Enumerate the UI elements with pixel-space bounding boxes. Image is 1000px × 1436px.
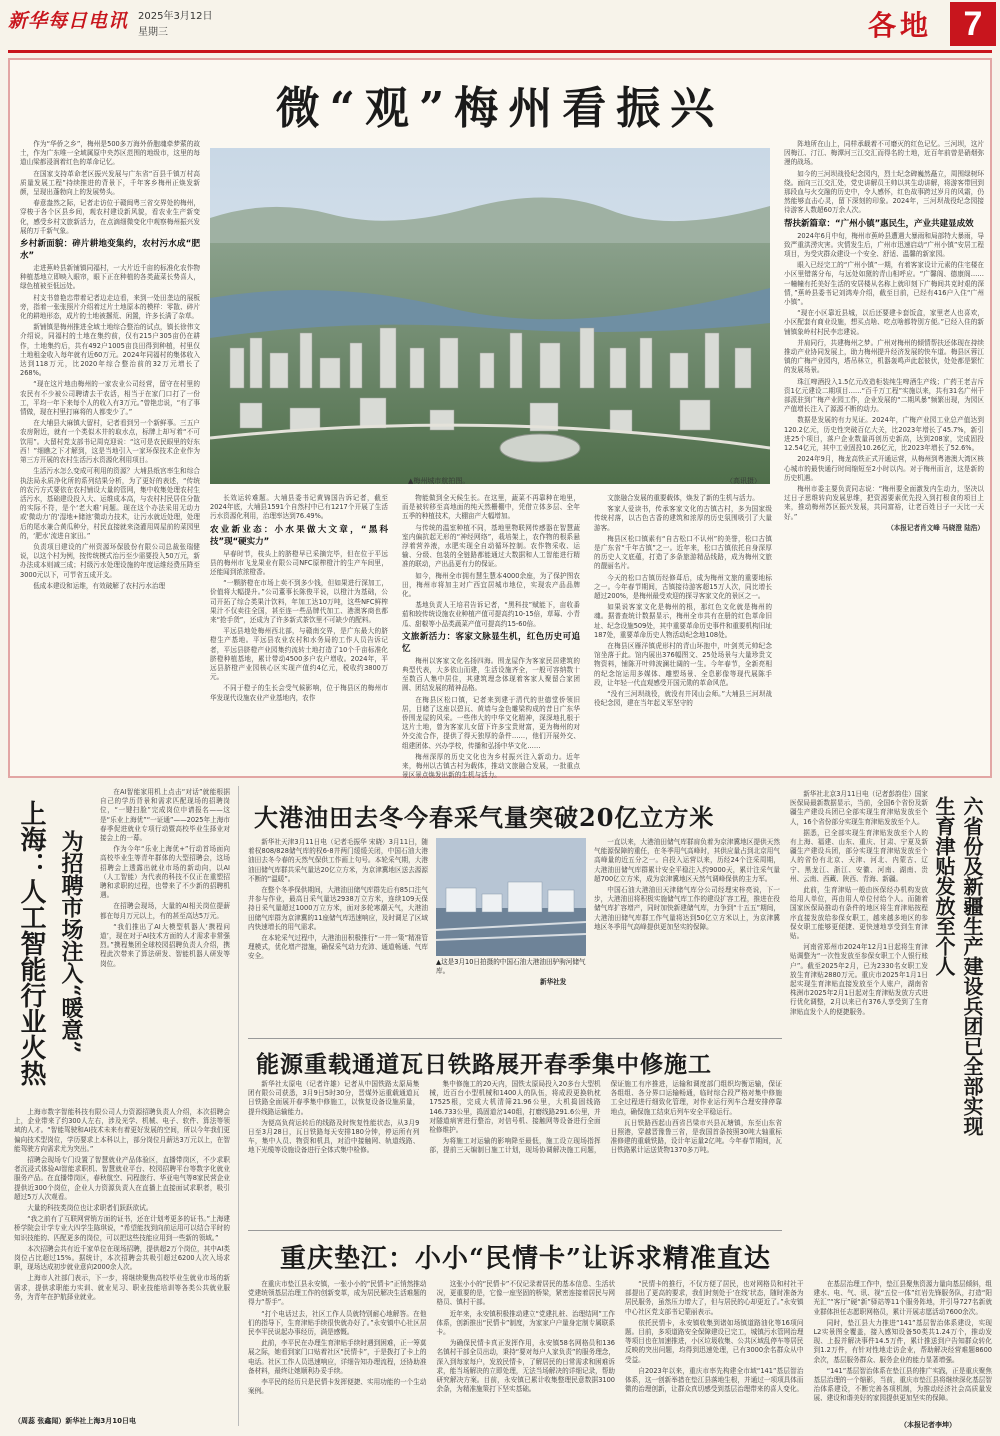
article-paragraph: 在大埔县大麻镇大留村，记者看到另一个新鲜事。三五户农房附近，就有一个类似木井的取水点，标牌上却写着“不可饮用”。大留村党支部书记周克迎说：“这可是农民眼里的好东西！”细瞧之下才解到，这是当地引入一家环保技术企业作为第三方开展的农村生活污水资源化利用项目。 [20, 419, 200, 465]
article-paragraph: 走进蕉岭县新铺镇同福村，一大片近千亩的标准化农作物种植基地立即映入眼帘，眼下正在种植的各类蔬菜长势喜人，绿色植被至低远处。 [20, 264, 200, 291]
shanghai-paras-a [100, 788, 230, 969]
article-paragraph: 低成本建设和运维，有效破解了农村污水治理 [33, 581, 166, 590]
masthead [0, 0, 1000, 50]
rail-headline: 能源重载通道瓦日铁路展开春季集中修施工 [256, 1051, 712, 1078]
article-paragraph: 基地负责人王培君告诉记者，“黑科技”赋能下，亩收番茄和较传统设施农业种植产值可提高约10-15倍，草莓、小青瓜、甜椒等小品类蔬菜产值可提高约15-60倍。 [402, 601, 580, 628]
story-divider-1 [248, 1038, 782, 1039]
brief-headline: 六省份及新疆生产建设兵团已全部实现生育津贴发放至个人 [932, 796, 984, 1136]
article-paragraph: 梅县区松口镇素有“自古松口不认州”的美誉，松口古镇是广东省“千年古镇”之一。近年来，松口古镇依托自身深厚的历史人文底蕴，打造了多条旅游精品线路，成为梅州文旅的靓丽名片。 [594, 534, 772, 571]
article-paragraph: 这张小小的“民情卡”不仅记录着居民的基本信息、生活状况，更重要的是，它像一座坚固的桥梁，紧密连接着居民与网格员、镇村干部。 [436, 1280, 615, 1307]
article-paragraph: 李平民的经历只是民情卡发挥便捷、实用功能的一个生动案例。 [248, 1378, 427, 1396]
article-paragraph: 梅州深厚的历史文化也为乡村振兴注入新动力。近年来，梅州以古镇古村为载体，推动文旅融合发展，一批重点景区景点焕发出新的生机与活力。 [402, 752, 580, 780]
feature-subhead-1: 乡村新面貌：碎片耕地变集约，农村污水成“肥水” [20, 239, 200, 262]
col1b-paras [20, 264, 200, 591]
article-paragraph: 为将施工对运输的影响降至最低，施工设立现场指挥部，提前三天编制日施工计划，现场协调解决施工问题，保证施工有序推进，运输和调度部门组织均衡运输，保证各组组、各分界口运输畅通，临时综合段严格对集中修施工全过程进行细致化管理，对作业运行列车合理安排停靠地点，确保施工结束后列车安全平稳运行。 [429, 1080, 782, 1155]
feature-photo [210, 148, 770, 484]
article-paragraph: 在重庆市垫江县永安镇，一张小小的“民情卡”正悄然推动党建统领基层治理工作的创新变革，成为居民解决生活难题的得力“帮手”。 [248, 1280, 427, 1307]
article-paragraph: 招聘会现场专门设置了智慧就业产品体验区，直播带岗区，不少求职者沉浸式体验AI智能求职机、智慧就业平台、校园招聘平台等数字化就业服务产品。在直播带岗区，春秋航空、同程旅行、华亚电气等8家民营企业提供近300个岗位，企业人力资源负责人在直播上直接面试求职者，吸引超过5万人次观看。 [14, 1156, 230, 1201]
article-paragraph: 河南省郑州市2024年12月1日起将生育津贴调整为“一次性发放至参保女职工个人银行账户”。截至2025年2月，已为2330名女职工发放生育津贴2880万元。重庆市2025年1月1日起实现生育津贴直接发放至个人账户，湖南省株洲市2025年2月1日起对生育津贴发放方式进行优化调整，2月以来已有376人享受到了生育津贴直发个人的便捷服务。 [790, 943, 928, 1016]
feature-byline: （本报记者肖文峰 马晓澄 陆浩） [887, 523, 984, 532]
article-paragraph: 早春时节，枝头上的脐橙早已采摘完毕，但在位于平远县的梅州市飞龙果业有限公司NFC原榨橙汁的生产车间里，还能闻到浓浓橙香。 [210, 549, 388, 577]
chongqing-body [248, 1280, 992, 1418]
article-paragraph: 梅州市委主要负责同志说：“梅州要全面激发内生动力，坚决以过日子思维转向发展思维，把资源要素优先投入到打根食的项目上来，推动梅州苏区振兴发展，共同富裕，让老百姓日子一天比一天好。” [784, 484, 984, 521]
article-paragraph: 与传统的温室种植不同，基地里物联网传感器在智慧蔬室内偏抗起无形的“神经网络”，栽培架上，农作物的根系悬浮着营养液，水肥实现全自动循环控制。农作物采收、运输、分级、包装的全链路都能通过大数据和人工智能进行精准的联动，产出品更有力的保证。 [402, 523, 580, 569]
article-paragraph: “141”基层智治体系在垫江县的推广实践，正是重庆聚焦基层治理的一个缩影，当前，重庆市垫江县将继续深化基层智治体系建设，不断完善各项机制，为推动经济社会高质量发展、建设和谐美好的家园提供更加坚实的保障。 [813, 1366, 992, 1403]
article-paragraph: 新华社太原电（记者许雄）记者从中国铁路太原局集团有限公司获悉，3月9日5时30分，晋煤外运重载通道瓦日铁路全面展开春季集中修施工，以恢复设备设施质量，提升线路运输能力。 [248, 1080, 420, 1116]
chongqing-byline: （本报记者李坤） [900, 1421, 956, 1429]
article-paragraph: 上海市人社部门表示，下一步，将继续聚焦高校毕业生就业市场的新需求，提供求职能力实训、就业见习、职业技能培训等各类公共就业服务，为青年在护航择业就业。 [14, 1274, 230, 1301]
article-paragraph: 数据是发展的有力见证。2024年，广梅产业园工业总产值达到120.2亿元，历史性突破百亿大关，比2023年增长了45.7%，新引进25个项目，落户企业数量再创历史新高，达到208家，完成固投12.54亿元，其中工业固投10.26亿元，比2023年增长了52.6%。 [784, 416, 984, 453]
article-paragraph: 物能做到全天候生长。在这里，蔬菜不再靠种在地里，而是被转移至高地面的纯天然栅棚中，凭借立体多层、全年五季的种植技术，大棚亩产大幅增加。 [402, 494, 580, 521]
article-paragraph: 集中修施工的20天内，国铁太原局投入20多台大型机械，近百台小型机械和1400人的队伍，将成段更换轨枕17525根，完成大机清筛21.96公里，大机捣固线路146.733公里，捣固道岔140组，打磨线路291.6公里，并对隧道病害进行整治，对信号机、接触网等设备进行全面检修维护。 [429, 1080, 601, 1135]
feature-column-3 [402, 494, 580, 780]
col3-paras [402, 494, 580, 629]
issue-weekday: 星期三 [138, 27, 168, 38]
article-paragraph: “没有三河坝战役，就没有井冈山会师。”大埔县三河坝战役纪念园，建在当年起义军坚守的 [594, 690, 772, 708]
oil-column-b [594, 838, 780, 1034]
article-paragraph: 新华社北京3月11日电（记者彭韵佳）国家医保局最新数据显示，当前，全国6个省份及新疆生产建设兵团已全部实现生育津贴发放至个人，16个省份部分实现生育津贴发放至个人。 [790, 790, 928, 826]
oil-photo-credit: 新华社发 [540, 978, 567, 986]
article-paragraph: 珠江啤酒投入1.5亿元改造柜装纯生啤酒生产线；广药王老吉斥资1亿元建设二期项目……“百千万工程”实施以来，共有31名广州干部派驻到广梅产业园工作，企业发展的“二期风暴”频繁出现，为园区产值增长注入了源源不断的动力。 [784, 377, 984, 414]
article-paragraph: 在基层治理工作中，垫江县聚焦资源力量向基层倾斜，组建水、电、气、讯、视“五位一体”红岩先锋服务队，打造“阳光汇”“客厅”硬“新”驿站等11个服务阵地，并引导727名新就业群体担任志愿职网格员，累计开展志愿活动7600余次。 [813, 1280, 992, 1316]
newspaper-logo: 新华每日电讯 [8, 10, 129, 32]
col2-paras [210, 494, 388, 522]
article-paragraph: 上海市数字智能科技有限公司人力资源招聘负责人介绍，本次招聘会上，企业带来了约300人左右，涉及光学、机械、电子、软件、算法等领域的人才。“智能驾驶和AI技术未来有着更好发展的空间，所以今年我们更偏向技术型岗位，学历要求上本科以上，部分岗位月薪达3万元以上，在智能驾驶方向需求尤为突出。” [14, 1108, 230, 1153]
article-paragraph: 近年来，永安镇积极推动建立“党建扎桩、治理结网”工作体系，创新推出“民情卡”制度，为家家户户量身定制专属联系卡。 [436, 1309, 615, 1337]
article-paragraph: 本次招聘会共有近千家单位在现场招聘，提供超2万个岗位，其中AI类岗位占比超过15%。据统计，本次招聘会共吸引超过6200人次入场求职，现场达成初步就业意向2000余人次。 [14, 1244, 230, 1272]
article-paragraph: 依托民情卡，永安镇收集到诸如场镇道路油化等16项问题。目前，多项道路安全保障建设已完工，城镇污水管网治理等项目也在加速推进，小区垃圾收集、公共区域乱停车等居民反映的突出问题，均得到迅速处理，已有3000余名群众从中受益。 [625, 1318, 804, 1364]
shanghai-column-b [14, 1108, 230, 1412]
col5-paras [784, 140, 984, 216]
masthead-rule [8, 50, 992, 53]
article-paragraph: 如今，梅州全市拥有慧生慧本4000余座，为了保护图农田，梅州市将加主对广西宜居城市地位，实现农产品品牌化。 [402, 571, 580, 599]
chongqing-headline: 重庆垫江：小小“民情卡”让诉求精准直达 [280, 1244, 771, 1274]
oil-paras-b [594, 838, 780, 932]
article-paragraph: “我们推出了AI大模型机器人‘携程问道’，现在对于AI技术方面的人才需求非常强烈。”携程集团全球校园招聘负责人介绍，携程此次带来了算法研发、智能机器人研发等岗位。 [100, 922, 230, 968]
article-paragraph: 在AI智能家用机上点击“对话”就能根据自己的学历背景和需求匹配现场的招聘岗位，“一键扫脸”完成岗位申请报名——这是“乐业上海优”“一证通”——2025年上海市春季促进就业专项行动暨高校毕业生择业对接会上的一幕。 [100, 788, 230, 843]
feature-subhead-2: 农业新业态：小水果做大文章，“黑科技”现“硬实力” [210, 524, 388, 547]
article-paragraph: 作为“华侨之乡”，梅州是500多万海外侨胞魂牵梦萦的故土，作为广东唯一全域属原中央苏区范围的地级市，这里的每道山梁都浸润着红色的革命记忆。 [20, 140, 200, 167]
col5b-paras [784, 232, 984, 522]
article-paragraph: 梅州以客家文化名扬四海。围龙屋作为客家民居建筑的典型代表，大多依山而建，生活设施齐全，一般可容纳数十至数百人集中居住，其建筑理念体现着客家人聚留合家团圆、团结发展的精神品格。 [402, 656, 580, 693]
article-paragraph: 负责项目建设的广州资源环保股份有限公司总裁张瑞健说，以这个村为例，按传统模式治污至少需要投入50万元，新办法成本则减三成；村级污水处理设施的年度运维经费压降至3000元以下，可节省五成开支。 [20, 542, 200, 579]
article-paragraph: 如今的三河坝战役纪念园内，烈士纪念碑巍然矗立，周围绿树环绕。面向三江交汇处，党史讲解员王帅以其生动讲解，将游客带回到那段血与火交融的历史中，令人感怀，红色故事跨过岁月的风霜，仍然能够直击心灵，留下深刻的印象。2024年，三河坝战役纪念园接待游客人数超60万余人次。 [784, 169, 984, 215]
feature-headline: 微“观”梅州看振兴 [275, 83, 725, 134]
col3b-paras [402, 657, 580, 781]
shanghai-subheadline: 为招聘市场注入“暖意” [58, 830, 84, 1054]
article-paragraph: 大量的科技类岗位也让求职者们跃跃欲试。 [27, 1204, 153, 1213]
article-paragraph: “民情卡的推行，不仅方便了居民，也对网格员和村社干部提出了更高的要求，我们时刻处于‘在线’状态，随时准备为居民服务，虽然压力增大了，但与居民的心却更近了。”永安镇中心社区党支部书记蒙丽表示。 [625, 1280, 804, 1316]
shanghai-column-a [100, 788, 230, 1103]
col1-paras [20, 140, 200, 236]
shanghai-byline: （周蕊 张鑫闻）新华社上海3月10日电 [14, 1417, 137, 1425]
article-paragraph: 客家人爱读书，传承客家文化的古镇古村，多为国家级传统村落，以古色古香的建筑和浓厚的历史氛围吸引了大量游客。 [594, 505, 772, 532]
article-paragraph: 文旅融合发展的重要载体，焕发了新的生机与活力。 [607, 494, 759, 502]
article-paragraph: “现在小区靠近县城，以后还要建卡套饭盒，家里老人也喜欢，小区配套有商业设施，想买点啥、吃点啥都特别方便。”已经入住的新铺镇象岭村村民李忠建说。 [784, 309, 984, 336]
oil-headline: 大港油田去冬今春采气量突破20亿立方米 [254, 803, 715, 832]
article-paragraph: 2024年6月中旬，梅州市蕉岭县遭遇大暴雨和局部特大暴雨，导致严重洪涝灾害。灾情发生后，广州市迅速启动“广州小镇”安居工程项目，为受灾群众建设一个安全、舒适、温馨的新家园。 [784, 231, 984, 259]
feature-column-1 [20, 140, 200, 772]
article-paragraph: 此前，生育津贴一般由医保经办机构发放给用人单位，再由用人单位付给个人。而随着国家医保局推动有条件的地区将生育津贴按程序直接发放给参保女职工，越来越多地区的参保女职工能够更便捷、更快速地享受到生育津贴。 [790, 886, 928, 941]
article-paragraph: 在本轮采气过程中，大港油田积极推行“一井一策”精准管理模式，优化增产措施，确保采气动力充沛、通道畅通、气库安全。 [248, 934, 428, 961]
article-paragraph: “现在这片地由梅州的一家农业公司经营，留守在村里的农民有不少被公司聘请去干农活，相当于在家门口打了一份工，平均一年下来每个人的收入有3万元。”曾艳忠说，“有了事情做，现在村里打麻将的人都变少了。” [20, 380, 200, 417]
article-paragraph: 同时，垫江县大力推进“141”基层智治体系建设，实现L2实景图全覆盖，接入感知设备50类共1.24万个，推动发现、上报并解决事件14.5万件，累计推送到户告知群众转化到1.2万件，有针对性地走访企业，帮助解决经营难题8600余次，基层服务群众、服务企业的能力显著增强。 [813, 1318, 992, 1364]
article-paragraph: 在整个冬季保供期间，大港油田储气库群先后有85口注气井参与作业，最高日采气量达2938万立方米，连续109天保持日采气量超过1000万立方米，面对多轮寒潮天气，大港油田储气库群为京津冀的11座储气库迅速响应，及时调足了区域内快速增长的用气需求。 [248, 886, 428, 931]
oil-paras-a [248, 838, 428, 962]
chongqing-paras [248, 1280, 992, 1404]
article-paragraph: 村支书曾艳忠带着记者边走边看，来到一处田垄边的展板旁，指着一张张照片介绍着过片土地原本的模样：零散、碎片化的耕地形态，成片的土地被撂荒、闲置，许多长满了杂草。 [20, 293, 200, 321]
article-paragraph: “一颗脐橙在市场上卖不到多少钱，但如果进行深加工，价值将大幅提升。”公司董事长陈俊平说，以橙汁为基础，公司开拓了综合类果汁饮料，年加工达10万吨，这些NFC鲜榨果汁不仅卖往全国，甚至连一些品牌代加工、港澳客商也都来“抢手货”，还成为了许多新式茶饮里不可缺少的配料。 [210, 579, 388, 625]
article-paragraph: 在招聘会现场，大量的AI相关岗位提薪都在每月万元以上，有的甚至高达5万元。 [100, 902, 230, 920]
feature-photo-credit: （高讯摄） [726, 477, 761, 485]
feature-photo-caption: ▲梅州城市航拍图。 [408, 477, 470, 485]
brief-column-a [790, 790, 928, 1136]
article-paragraph: 在梅县区雁洋镇虎形村的青山环抱中，叶剑英元帅纪念馆坐落于此。馆内展出376幅图文、25处场景与大量珍贵文物资料，铺陈开叶帅波澜壮阔的一生。今年春节，全新亮相的纪念馆运用多媒体、雕塑场景、全息影像等现代展陈手段，让年轻一代直观感受开国元勋的革命风范。 [594, 642, 772, 687]
issue-date: 2025年3月12日 [138, 11, 213, 22]
article-paragraph: 春意盎然之际，记者走访位于赣闽粤三省交界处的梅州，穿梭于各个区县乡间，观农村建设新风貌，看农业生产新变化，感受乡村文旅新活力，在点滴细微变化中观察梅州振兴发展的万千新气象。 [20, 199, 200, 235]
article-paragraph: 眼入已经完工的“广州小镇”一期，有着客家设计元素的住宅楼在小区里错落分布，与远处如黛的青山相呼应。“广馨阁、德康阁……一幢幢有托美好生活的安居楼从名称上就印刻下广梅间共克时艰的深情，”蕉岭县委书记刘鸿寿介绍，截至目前，已经有416户入住“广州小镇”。 [784, 261, 984, 307]
article-paragraph: 在梅县区松口镇，记者来到建于清代的世德堂侨领旧居，目睹了这座以碧瓦、黄墙与金色雕梁构成的昔日广东华侨围龙屋的风采。一些伟大的中华文化精神，深深地扎根于这片土地，曾为客家儿女留下许多宝贵财富，更为梅州的对外交流合作，提供了得天独厚的条件……，他们开展外交、组建团体、兴办学校，传播和弘扬中华文化…… [402, 695, 580, 750]
shanghai-headline: 上海：人工智能行业火热 [16, 800, 46, 1086]
article-paragraph: 自2023年以来，重庆市率先构建全市域“141”基层智治体系，这一创新举措在垫江县落地生根，并通过一项项具体而微的治理创新，让群众真切感受到基层治理带来的喜人变化。 [625, 1366, 804, 1394]
col2b-paras [210, 550, 388, 703]
oil-photo [436, 838, 586, 956]
story-divider-2 [248, 1230, 782, 1231]
oil-column-a [248, 838, 428, 1034]
gas-storage-image [436, 838, 586, 956]
article-paragraph: “打个电话过去，社区工作人员就特别耐心地解答。在他们的指导下，生育津贴手续很快就办好了。”永安镇中心社区居民李平民说起办事经历，满是感慨。 [248, 1309, 427, 1337]
rail-paras [248, 1080, 782, 1157]
article-paragraph: 据悉，已全部实现生育津贴发放至个人的有上海、福建、山东、重庆、甘肃、宁夏及新疆生产建设兵团，部分实现生育津贴发放至个人的省份有北京、天津、河北、内蒙古、辽宁、黑龙江、浙江、安徽、河南、湖南、贵州、云南、西藏、陕西、青海、新疆。 [790, 828, 928, 883]
article-paragraph: 中国石油大港油田天津储气库分公司经理宋梓亮说，下一步，大港油田将积极实施储气库工作的建设扩容工程，推进在役储气库扩容增产，同时加快新建储气库，力争到“十五五”期间，大港油田储气库群工作气量将达到50亿立方米以上，为京津冀地区冬季用气高峰提供更加坚实的保障。 [594, 886, 780, 931]
rail-body [248, 1080, 782, 1226]
oil-photo-caption: ▲这是3月10日拍摄的中国石油大港油田驴驹河储气库。 [436, 958, 586, 975]
article-paragraph: 今天的松口古镇历经修葺后，成为梅州文旅的重要地标之一。今年春节期间，古镇接待游客超15万人次，同比增长超过200%，是梅州最受欢迎的探寻客家文化的景区之一。 [594, 573, 772, 601]
article-paragraph: 在国家支持革命老区振兴发展与广东省“百县千镇万村高质量发展工程”持续推进的背景下，千年客乡梅州正焕发新颜，呈现出蓬勃向上的发展势头。 [20, 169, 200, 197]
article-paragraph: 如果说客家文化是梅州的根，那红色文化就是梅州的魂。据普查统计数据显示，梅州全市共有在册的红色革命旧址、纪念设施509处，其中重要革命历史事件和重要机构旧址187处，重要革命历史人物活动纪念地108处。 [594, 603, 772, 639]
article-paragraph: 新华社天津3月11日电（记者毛振华 宋晓）3月11日，随着权808/828储气库的权6-8井两门缓缓关闭，中国石油大港油田去冬今春的天然气保供工作画上句号。本轮采气期，大港油田储气库群共采气量达20亿立方米，为京津冀地区送去源源不断的“温暖”。 [248, 838, 428, 883]
article-paragraph: 阵地所在山上，同样承载着不可磨灭的红色记忆。三河坝，这片因梅江、汀江、梅潭河三江交汇而得名的土地，近百年前曾是硝烟弥漫的战场。 [784, 140, 984, 167]
article-paragraph: 作为今年“乐业上海优+”行动首场面向高校毕业生等青年群体的大型招聘会，这场招聘会上透露出就业市场的新动向，以AI（人工智能）为代表的科技不仅正在重塑招聘和求职的过程，也带来了不少新的招聘机遇。 [100, 845, 230, 900]
article-paragraph: 此前，李平民在办理生育津贴手续时遇到困难，正一筹莫展之际，她看到家门口贴着社区“民情卡”，于是拨打了卡上的电话。社区工作人员迅速响应，详细告知办理流程，还协助准备材料，最终让她顺利办妥手续。 [248, 1339, 427, 1375]
article-paragraph: 生活污水怎么变成可利用的资源？大埔县纸宫率生和综合执法局永质净化所的系列结果分析，为了更好的表述，“传统的农污方式要依在农村铺设大量的管网，集中收集处理农村生活污水，基础建设投入大、运维成本高，与农村村民居住分散的实际不符，是个‘老大难’问题。现在这个办法采用无动力或‘微动力’的‘湿地+储池’微动力技术，让污水就近处理，处理后的尾水兼合黄瓜种分，村民直接就来浇灌用周屋前的菜园里的，‘肥水’流进自家田。” [20, 467, 200, 540]
article-paragraph: 平远县地处梅州西北部，与赣南交界，是广东最大的脐橙生产基地。平远县农业农村和水务局的工作人员告诉记者，平远县脐橙产业园集约流转土地打造了10个千亩标准化脐橙种植基地，累计带动4500多户农户增收。2024年，平远县脐橙产业园核心区实现产值约4亿元，税收约3800万元。 [210, 627, 388, 682]
article-paragraph: 并肩同行，共建梅州之梦。广州对梅州的倾情帮扶还体现在持续推动产业协同发展上，助力梅州提升经济发展的快车道。梅县区蓉江镇的广梅产业园内，塔吊林立，机器轰鸣声此起彼伏，处处都是繁忙的发展场景。 [784, 338, 984, 375]
article-paragraph: 一直以来，大港油田储气库群肩负着为京津冀地区提供天然气能源保障的重任，在冬季用气高峰时，其供应量占到北京用气高峰量的近五分之一。自投入运营以来，历经24个注采周期，大港油田储气库群累计安全平稳注入约9000天，累计注采气量超700亿立方米，成为京津冀地区天然气调峰保供的主力军。 [594, 838, 780, 883]
article-paragraph: 为确保民情卡真正发挥作用，永安镇58名网格员和136名镇村干部全员出动，秉持“要对每户人家负责”的服务理念，深入到每家每户，发放民情卡，了解居民的日常需求和困难诉求，能当场解决的立即处理，无法当场解决的详细记录，帮助研究解决方案。目前，永安镇已累计收集整理民意数据3100余条，为精准施策打下坚实基础。 [436, 1339, 615, 1394]
article-paragraph: 2024年9月，梅龙高铁正式开通运营，从梅州到粤港澳大湾区核心城市的最快通行时间缩短至2小时以内。对于梅州而言，这是新的历史机遇。 [784, 455, 984, 482]
col4-paras [594, 494, 772, 708]
feature-column-4 [594, 494, 772, 772]
page-number: 7 [950, 2, 996, 46]
column-divider [238, 786, 239, 1426]
article-paragraph: 瓦日铁路西起山西省吕梁市兴县瓦塘镇，东至山东省日照港，穿越晋豫鲁三省，是我国首条按照30吨大轴重标准修建的重载铁路，设计年运量2亿吨。今年春节期间，瓦日铁路累计运送货物1370多万吨。 [610, 1118, 782, 1155]
article-paragraph: 为便高负荷运转后的线路及时恢复性能状态，从3月9日至3月28日，瓦日铁路每天安排180分钟，停运所有列车，集中人员、物资和机具，对沿中接触网、轨道线路、地下光缆等设施设备进行全体式集中检修。 [248, 1118, 420, 1155]
city-aerial-image [210, 148, 770, 484]
section-name: 各地 [868, 9, 933, 42]
feature-column-2 [210, 494, 388, 772]
brief-paras [790, 790, 928, 1017]
feature-column-5 [784, 140, 984, 772]
article-paragraph: 不同于橙子的生长会受气候影响，位于梅县区的梅州市华发现代设施农业产业基地内，农作 [210, 684, 388, 702]
shanghai-paras-b [14, 1108, 230, 1302]
article-paragraph: “我之前有了互联网营销方面的证书，还在计划考更多的证书。”上海建桥学院会计学专业大四学生陈琪说，“希望能找到向前运用可以结合平时的知识技能的、匹配更多的岗位，可以把这些技能应用到一些新的领域。” [14, 1215, 230, 1242]
article-paragraph: 新铺镇是梅州推进全域土地综合整治的试点，镇长徐伟文介绍说，同福村的土地在集约前，仅有215户305亩仍在耕作，土地集约后，共有492户1005亩良田得到种植，村里仅土地租金收入每年就有近60万元。2024年同福村的集体收入达到118万元，比2020年综合整治前的32万元增长了268%。 [20, 323, 200, 378]
feature-subhead-3: 文旅新活力：客家文脉显生机，红色历史可追忆 [402, 631, 580, 654]
article-paragraph: 长效运转难题。大埔县委书记黄锦国告诉记者，截至2024年底，大埔县1591个自然村中已有1217个开展了生活污水资源化利用，治理率达到76.49%。 [210, 494, 388, 521]
feature-subhead-4: 帮扶新篇章：“广州小镇”惠民生，产业共建显成效 [784, 218, 974, 229]
